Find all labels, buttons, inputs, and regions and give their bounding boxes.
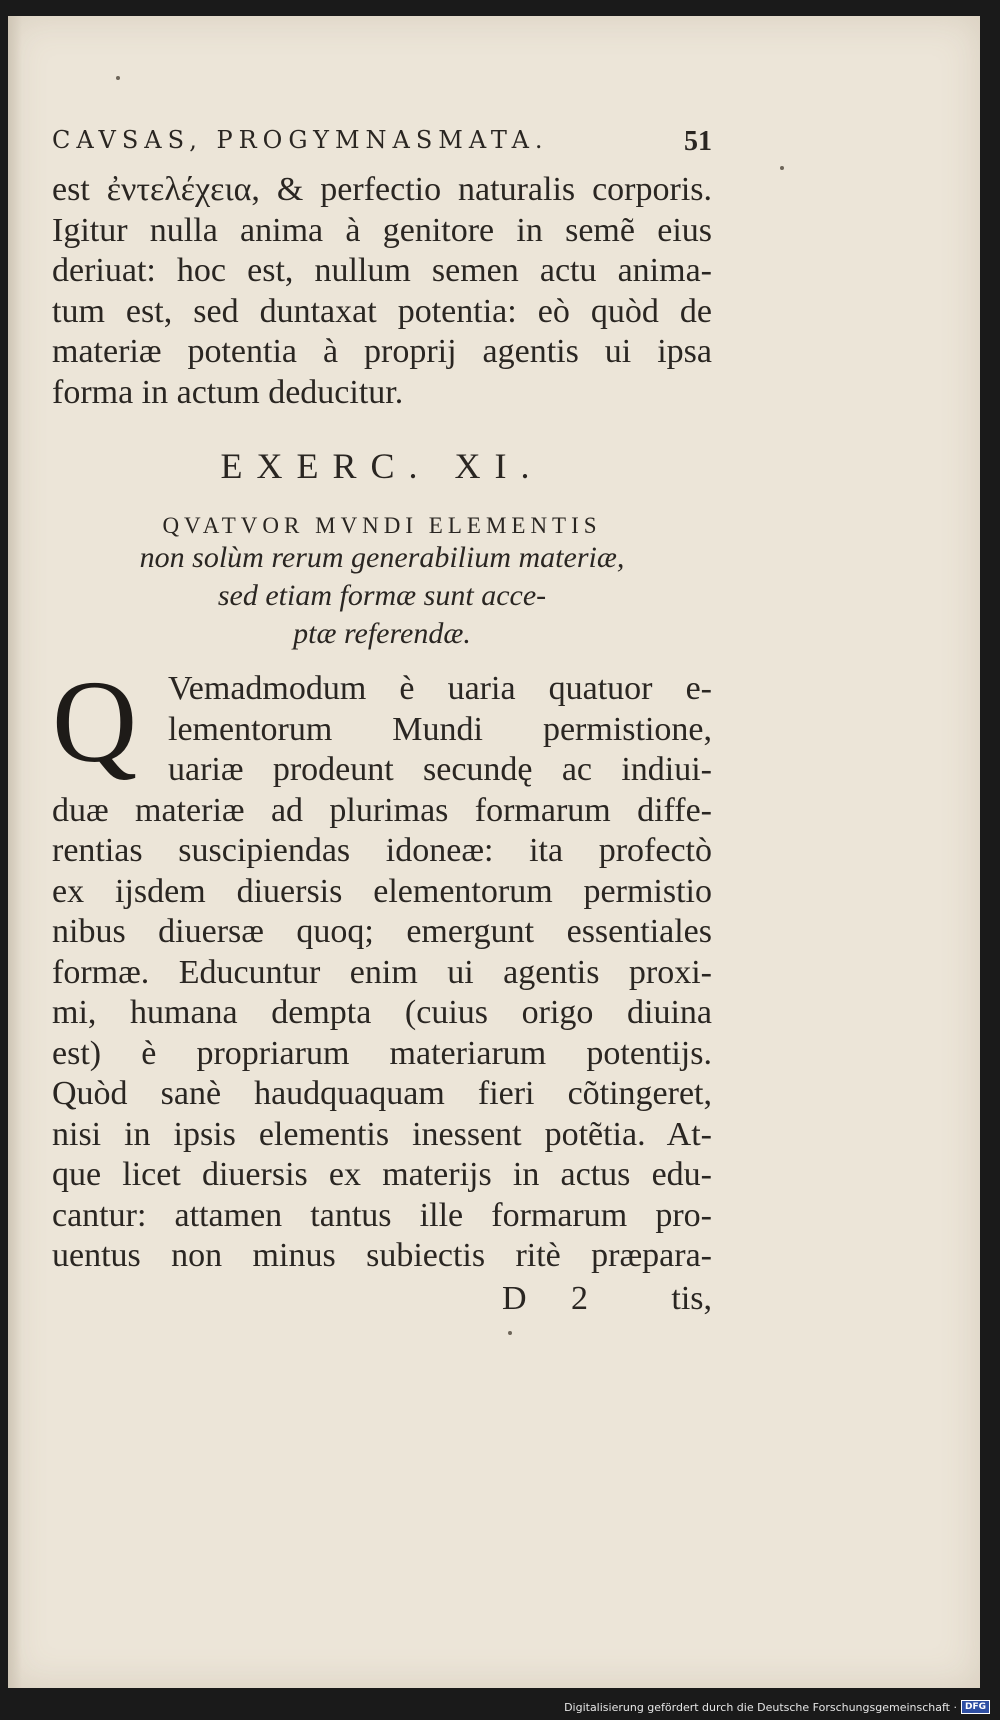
text-line: Quòd sanè haudquaquam fieri cõtingeret, — [52, 1075, 712, 1112]
signature-mark: D 2 — [502, 1279, 607, 1317]
dfg-logo-icon: DFG — [961, 1700, 990, 1714]
page-footer — [52, 1279, 712, 1321]
text-line: Igitur nulla anima à genitore in semẽ eius — [52, 211, 712, 249]
text-line: lementorum Mundi permistione, — [168, 710, 712, 748]
section-subtitle-italic — [52, 539, 712, 653]
text-line: uentus non minus subiectis ritè præpara- — [52, 1237, 712, 1274]
text-line: forma in actum deducitur. — [52, 373, 404, 411]
ink-speck — [780, 166, 784, 170]
credit-text: Digitalisierung gefördert durch die Deutsche Forschungsgemeinschaft · — [564, 1700, 957, 1714]
text-line: mi, humana dempta (cuius origo diuina — [52, 994, 712, 1031]
text-line: rentias suscipiendas idoneæ: ita profectò — [52, 832, 712, 869]
text-line: nibus diuersæ quoq; emergunt essentiales — [52, 913, 712, 950]
text-line: formæ. Educuntur enim ui agentis proxi- — [52, 953, 712, 991]
text-line: tum est, sed duntaxat potentia: eò quòd de — [52, 292, 712, 330]
text-line: est ἐντελέχεια, & perfectio naturalis corporis. — [52, 171, 712, 208]
text-line: nisi in ipsis elementis inessent potẽtia. At- — [52, 1115, 712, 1153]
text-line: Vemadmodum è uaria quatuor e- — [168, 670, 712, 707]
digitization-credit — [564, 1700, 990, 1714]
intro-paragraph — [52, 170, 712, 413]
subtitle-line: non solùm rerum generabilium materiæ, — [139, 541, 625, 574]
text-line: deriuat: hoc est, nullum semen actu anima- — [52, 252, 712, 289]
section-heading: EXERC. XI. — [220, 446, 544, 486]
text-line: duæ materiæ ad plurimas formarum diffe- — [52, 791, 712, 829]
running-title: CAVSAS, PROGYMNASMATA. — [52, 126, 549, 154]
main-paragraph — [52, 656, 712, 1277]
catchword: tis, — [671, 1279, 712, 1317]
subtitle-line: sed etiam formæ sunt acce- — [217, 579, 547, 612]
ink-speck — [508, 1331, 512, 1335]
subtitle-line: ptæ referendæ. — [293, 617, 471, 650]
page-text — [52, 126, 712, 1321]
text-line: cantur: attamen tantus ille formarum pro- — [52, 1196, 712, 1234]
text-line: uariæ prodeunt secundę ac indiui- — [168, 751, 712, 788]
text-line: ex ijsdem diuersis elementorum permistio — [52, 872, 712, 910]
text-line: que licet diuersis ex materijs in actus edu- — [52, 1156, 712, 1193]
ink-speck — [116, 76, 120, 80]
drop-cap: Q — [52, 656, 138, 787]
text-line: est) è propriarum materiarum potentijs. — [52, 1034, 712, 1072]
running-header — [52, 126, 712, 158]
book-page — [8, 16, 980, 1688]
page-number: 51 — [684, 126, 712, 157]
text-line: materiæ potentia à proprij agentis ui ipsa — [52, 333, 712, 370]
section-subtitle-caps: QVATVOR MVNDI ELEMENTIS — [162, 513, 602, 538]
